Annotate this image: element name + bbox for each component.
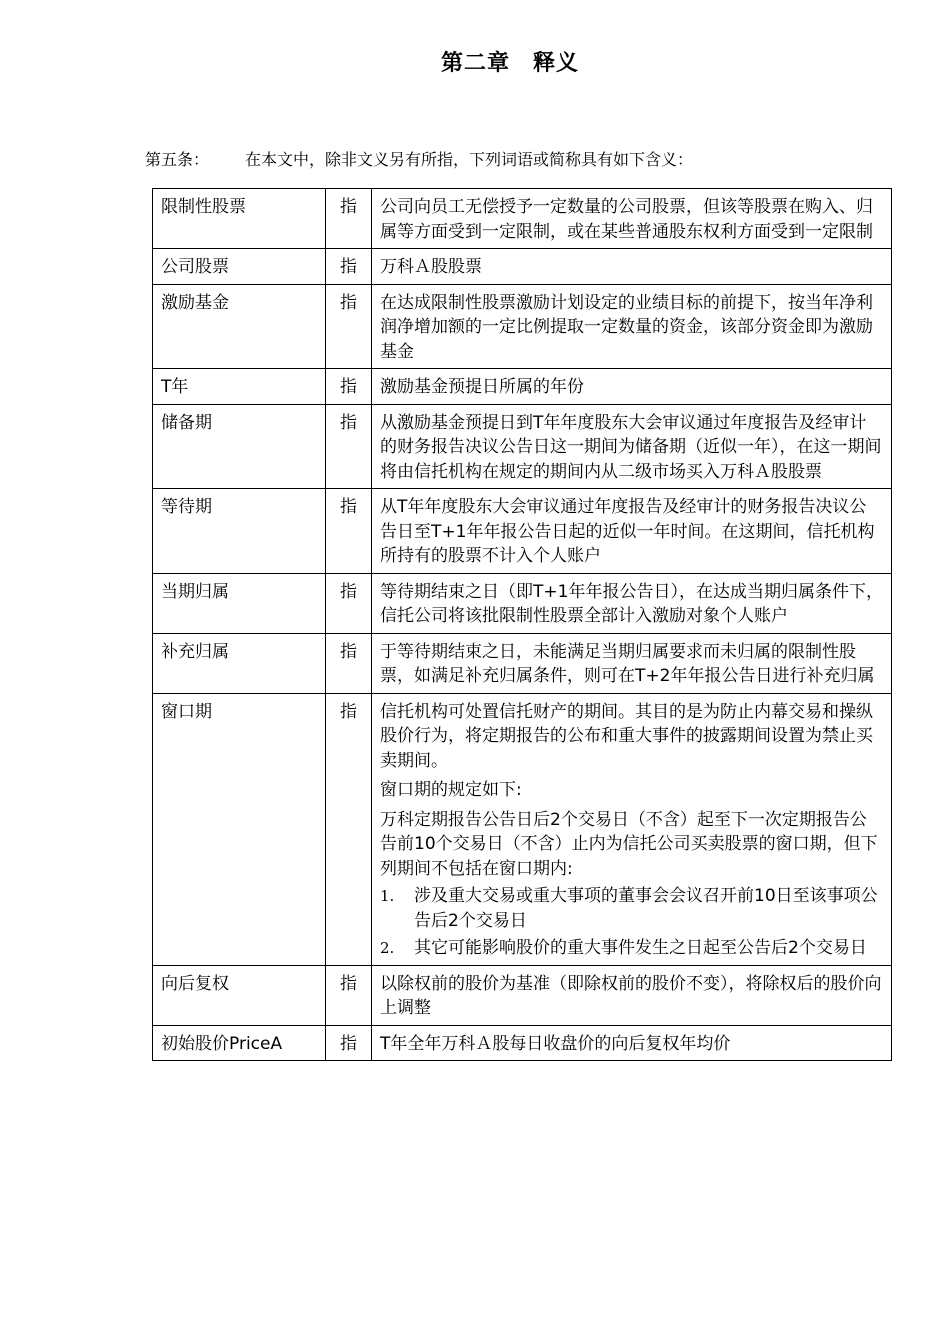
list-item-text: 涉及重大交易或重大事项的董事会会议召开前10日至该事项公告后2个交易日 (414, 886, 878, 931)
definition-paragraph: 万科Ａ股股票 (380, 257, 482, 277)
definition-term: 当期归属 (153, 573, 326, 633)
definition-term: 窗口期 (153, 693, 326, 965)
definition-mark: 指 (326, 404, 372, 489)
list-item-number: 1. (380, 887, 395, 905)
list-item-number: 2. (380, 939, 395, 957)
definition-meaning (372, 404, 892, 489)
definition-mark: 指 (326, 489, 372, 574)
definition-mark: 指 (326, 1025, 372, 1061)
definition-paragraph: T年全年万科Ａ股每日收盘价的向后复权年均价 (380, 1033, 731, 1054)
definition-row (153, 404, 892, 489)
definition-row (153, 633, 892, 693)
definition-row (153, 284, 892, 369)
definition-paragraph: 于等待期结束之日，未能满足当期归属要求而未归属的限制性股票，如满足补充归属条件，则可在T+2年年报公告日进行补充归属 (380, 641, 875, 686)
definition-term: 限制性股票 (153, 189, 326, 249)
definition-term: 储备期 (153, 404, 326, 489)
definition-paragraph: 在达成限制性股票激励计划设定的业绩目标的前提下，按当年净利润净增加额的一定比例提取一定数量的资金，该部分资金即为激励基金 (380, 292, 873, 362)
definition-meaning (372, 965, 892, 1025)
definition-term: 向后复权 (153, 965, 326, 1025)
definition-meaning (372, 369, 892, 405)
definition-row (153, 189, 892, 249)
definition-mark: 指 (326, 249, 372, 285)
definition-meaning (372, 1025, 892, 1061)
definitions-table (152, 188, 892, 1061)
definition-paragraph: 以除权前的股价为基准（即除权前的股价不变），将除权后的股价向上调整 (380, 973, 882, 1018)
definition-row (153, 489, 892, 574)
definition-row (153, 249, 892, 285)
definition-term: 公司股票 (153, 249, 326, 285)
definition-paragraph: 等待期结束之日（即T+1年年报公告日），在达成当期归属条件下，信托公司将该批限制性股票全部计入激励对象个人账户 (380, 581, 883, 626)
definition-mark: 指 (326, 369, 372, 405)
page-title: 第二章 释义 (440, 51, 579, 76)
article-text: 在本文中，除非文义另有所指，下列词语或简称具有如下含义： (245, 150, 694, 169)
article-intro (145, 147, 693, 170)
definition-meaning (372, 249, 892, 285)
definition-mark: 指 (326, 633, 372, 693)
definition-mark: 指 (326, 189, 372, 249)
definition-meaning (372, 284, 892, 369)
definition-row (153, 965, 892, 1025)
definition-meaning (372, 693, 892, 965)
definition-paragraph: 公司向员工无偿授予一定数量的公司股票，但该等股票在购入、归属等方面受到一定限制，或在某些普通股东权利方面受到一定限制 (380, 197, 873, 242)
definition-term: 等待期 (153, 489, 326, 574)
definition-paragraph: 窗口期的规定如下: (380, 780, 522, 800)
definition-row (153, 573, 892, 633)
article-number: 第五条： (145, 150, 210, 169)
definition-term: 初始股价PriceA (153, 1025, 326, 1061)
definition-paragraph: 从T年年度股东大会审议通过年度报告及经审计的财务报告决议公告日至T+1年年报公告日起的近似一年时间。在这期间，信托机构所持有的股票不计入个人账户 (380, 497, 875, 566)
definition-mark: 指 (326, 573, 372, 633)
list-item (380, 936, 883, 961)
definition-meaning (372, 573, 892, 633)
definition-mark: 指 (326, 284, 372, 369)
definition-paragraph: 从激励基金预提日到T年年度股东大会审议通过年度报告及经审计的财务报告决议公告日这一期间为储备期（近似一年），在这一期间将由信托机构在规定的期间内从二级市场买入万科Ａ股股票 (380, 412, 882, 482)
definition-paragraph: 万科定期报告公告日后2个交易日（不含）起至下一次定期报告公告前10个交易日（不含）止内为信托公司买卖股票的窗口期，但下列期间不包括在窗口期内: (380, 809, 878, 879)
definition-meaning (372, 489, 892, 574)
list-item (380, 884, 883, 933)
definition-term: 激励基金 (153, 284, 326, 369)
definition-row (153, 369, 892, 405)
definition-mark: 指 (326, 693, 372, 965)
list-item-text: 其它可能影响股价的重大事件发生之日起至公告后2个交易日 (414, 938, 867, 958)
definition-mark: 指 (326, 965, 372, 1025)
definition-paragraph: 信托机构可处置信托财产的期间。其目的是为防止内幕交易和操纵股价行为，将定期报告的公布和重大事件的披露期间设置为禁止买卖期间。 (380, 701, 873, 771)
definition-term: 补充归属 (153, 633, 326, 693)
definition-row (153, 693, 892, 965)
definition-meaning (372, 633, 892, 693)
definition-row (153, 1025, 892, 1061)
definition-meaning (372, 189, 892, 249)
definition-term: T年 (153, 369, 326, 405)
definition-paragraph: 激励基金预提日所属的年份 (380, 377, 584, 397)
